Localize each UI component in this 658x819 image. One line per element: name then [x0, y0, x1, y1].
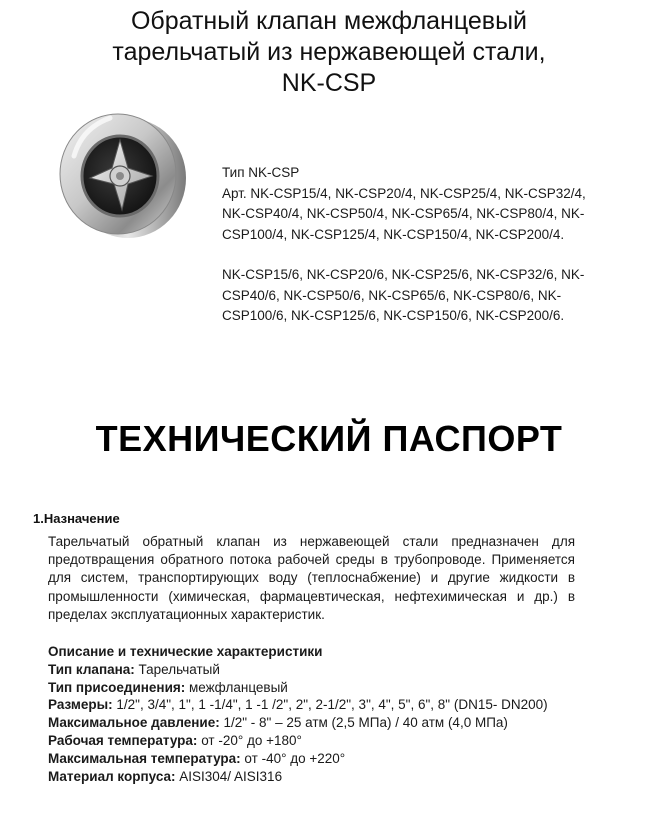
spec-max-pressure [48, 714, 628, 732]
title-line-1: Обратный клапан межфланцевый [130, 7, 528, 35]
product-photo [52, 106, 188, 242]
title-line-3: NK-CSP [281, 69, 377, 97]
spec-value: межфланцевый [185, 679, 288, 695]
document-title [20, 6, 638, 99]
article-line: CSP100/6, NK-CSP125/6, NK-CSP150/6, NK-CSP200/6. [222, 308, 565, 323]
type-label: Тип NK-CSP [222, 165, 300, 180]
section-purpose-text [48, 533, 575, 624]
article-line: CSP100/4, NK-CSP125/4, NK-CSP150/4, NK-CSP200/4. [222, 226, 565, 242]
purpose-line: для систем, транспортирующих воду (теплоснабжение) и другие жидкости в [48, 570, 575, 586]
spec-working-temperature [48, 732, 628, 750]
title-line-2: тарельчатый из нержавеющей стали, [112, 38, 546, 66]
article-list [222, 163, 586, 327]
spec-value: 1/2" - 8" – 25 атм (2,5 МПа) / 40 атм (4,0 МПа) [219, 715, 508, 731]
article-line: Арт. NK-CSP15/4, NK-CSP20/4, NK-CSP25/4, NK-CSP32/4, [222, 185, 586, 201]
spec-max-temperature [48, 750, 628, 768]
spec-value: от -40° до +220° [240, 750, 346, 766]
spec-value: Тарельчатый [134, 661, 220, 677]
spec-label: Тип присоединения: [48, 679, 186, 695]
purpose-line: промышленности (химическая, фармацевтическая, нефтехимическая и др.) в [48, 588, 575, 604]
spec-value: 1/2", 3/4", 1", 1 -1/4", 1 -1 /2", 2", 2-1/2", 3", 4", 5", 6", 8" (DN15- DN200) [112, 697, 548, 713]
spec-sizes [48, 696, 628, 714]
spec-body-material [48, 768, 628, 786]
article-line: NK-CSP40/4, NK-CSP50/4, NK-CSP65/4, NK-CSP80/4, NK- [222, 206, 585, 221]
section-purpose-title: 1.Назначение [33, 511, 120, 526]
spec-value: AISI304/ AISI316 [175, 768, 283, 784]
article-line: CSP40/6, NK-CSP50/6, NK-CSP65/6, NK-CSP80/6, NK- [222, 287, 562, 303]
purpose-line: предотвращения обратного потока рабочей среды в трубопроводе. Применяется [48, 552, 575, 568]
wafer-check-valve-icon [52, 106, 188, 242]
purpose-line: Тарельчатый обратный клапан из нержавеющей стали предназначен для [48, 534, 575, 549]
spec-label: Материал корпуса: [48, 768, 176, 784]
spec-label: Тип клапана: [48, 661, 135, 677]
spec-label: Рабочая температура: [48, 732, 198, 748]
spec-valve-type [48, 661, 628, 679]
spec-value: от -20° до +180° [197, 732, 302, 748]
article-line: NK-CSP15/6, NK-CSP20/6, NK-CSP25/6, NK-CSP32/6, NK- [222, 267, 585, 282]
spec-label: Максимальное давление: [48, 715, 220, 731]
specs-block [48, 643, 628, 785]
spec-label: Размеры: [48, 697, 113, 713]
spacer [222, 245, 567, 265]
spec-label: Максимальная температура: [48, 750, 241, 766]
passport-heading: ТЕХНИЧЕСКИЙ ПАСПОРТ [95, 418, 563, 459]
spec-connection-type [48, 679, 628, 697]
specs-heading: Описание и технические характеристики [48, 644, 323, 659]
purpose-line: пределах эксплуатационных характеристик. [48, 606, 325, 622]
